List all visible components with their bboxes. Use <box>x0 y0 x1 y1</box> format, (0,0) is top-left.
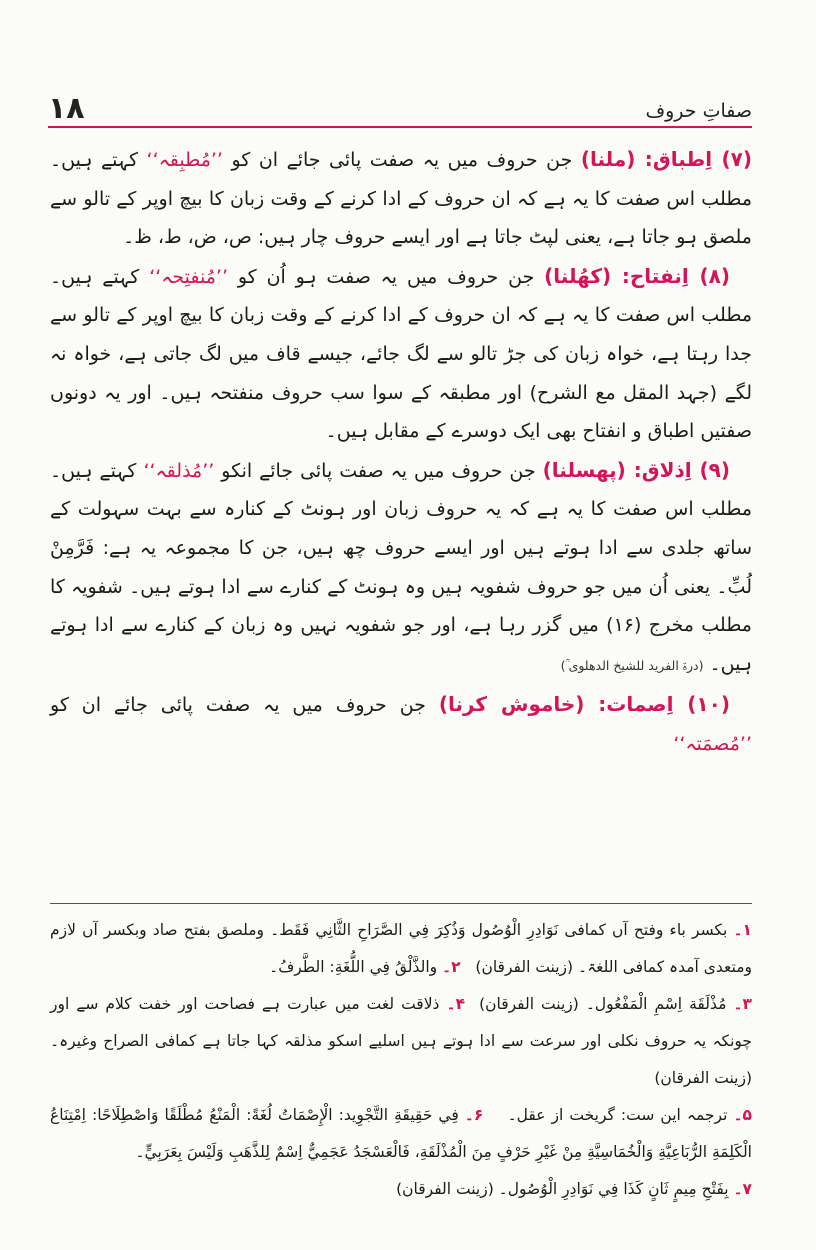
footnote-marker: ۲۔ <box>442 958 461 976</box>
term: ’’مُصمَتہ‘‘ <box>673 732 752 755</box>
footnote-marker: ۵۔ <box>733 1106 752 1124</box>
footnote-text: بکسر باء وفتح آں کمافی نَوَادِرِ الْوُصُول وَذُكِرَ فِي الصَّرَاحِ الثَّانِي فَقَط۔ وملصق بفتح صاد وبکسر آں لازم ومتعدی آمدہ کمافی اللغۃ۔ (زینت الفرقان) <box>50 921 752 976</box>
section-itbaq <box>50 140 752 257</box>
section-idhlaq <box>50 451 752 686</box>
footnote-1 <box>50 912 752 986</box>
footnote-text: ترجمہ این ست: گریخت از عقل۔ <box>507 1106 734 1124</box>
footnote-text: والذَّلْقُ فِي اللُّغَةِ: الطَّرفُ۔ <box>269 958 443 976</box>
footnotes <box>50 912 752 1217</box>
footnote-text: مُذْلَقَة اِسْمِ الْمَفْعُول۔ (زینت الفرقان) <box>479 995 734 1013</box>
footnote-text: ذلاقت لغت میں عبارت ہے فصاحت اور خفت کلام سے اور چونکہ یہ حروف نکلی اور سرعت سے ادا ہوتے ہیں اسلیے اسکو مذلقہ کہا جاتا ہے کمافی الصراح وغیرہ۔ (زینت الفرقان) <box>50 995 752 1087</box>
running-title: صفاتِ حروف <box>645 100 752 122</box>
term: ’’مُنفتِحہ‘‘ <box>149 265 229 288</box>
footnote-text: فِي حَقِيقَةِ التَّجْوِيد: الْإِصْمَاتُ لُغَةً: الْمَنْعُ مُطْلَقًا وَاصْطِلَاحًا: اِمْتِنَاعُ الْكَلِمَةِ الرُّبَاعِيَّةِ وَالْخُمَاسِيَّةِ مِنْ غَيْرِ حَرْفٍ مِنَ الْمُذْلَقَةِ، فَالْعَسْجَدُ عَجَمِيٌّ اِسْمٌ لِلذَّهَبِ وَلَيْسَ بِعَرَبِيٍّ۔ <box>50 1106 752 1161</box>
citation: (درۃ الفرید للشیخ الدھلوی ؒ) <box>560 657 704 673</box>
section-meaning: : (پھسلنا) <box>542 457 642 482</box>
section-text: جن حروف میں یہ صفت پائی جائے انکو <box>214 459 543 482</box>
footnote-marker: ۳۔ <box>733 995 752 1013</box>
section-text: کہتے ہیں۔ مطلب اس صفت کا یہ ہے کہ یہ حروف زبان اور ہونٹ کے کنارہ سے بہت سہولت کے ساتھ جلدی سے ادا ہوتے ہیں اور ایسے حروف چھ ہیں، جن کا مجموعہ یہ ہے: فَرَّمِنْ لُبِّ۔ یعنی اُن میں جو حروف شفویہ ہیں وہ ہونٹ کے کنارے سے ادا ہوتے ہیں۔ شفویہ کا مطلب مخرج (۱۶) میں گزر رہا ہے، اور جو شفویہ نہیں وہ زبان کے کنارے سے ادا ہوتے ہیں۔ <box>50 459 752 675</box>
section-text: جن حروف میں یہ صفت ہو اُن کو <box>228 265 545 288</box>
section-meaning: : (خاموش کرنا) <box>438 692 607 717</box>
section-ismat <box>50 685 752 763</box>
footnote-text: بِفَتْحِ مِيمٍ ثَانٍ كَذَا فِي نَوَادِرِ الْوُصُول۔ (زینت الفرقان) <box>396 1180 734 1198</box>
section-infitah <box>50 257 752 451</box>
footnote-marker: ۶۔ <box>464 1106 484 1124</box>
term: ’’مُذلقہ‘‘ <box>143 459 215 482</box>
term: ’’مُطبِقہ‘‘ <box>146 149 223 171</box>
footnote-3 <box>50 986 752 1097</box>
section-text: جن حروف میں یہ صفت پائی جائے ان کو <box>50 694 439 717</box>
footnote-marker: ۷۔ <box>733 1180 752 1198</box>
section-heading: (۷) اِطباق <box>652 147 752 171</box>
section-heading: (۹) اِذلاق <box>641 457 731 482</box>
footnote-7 <box>50 1171 752 1208</box>
footnote-marker: ۴۔ <box>446 995 466 1013</box>
footnote-divider <box>50 903 752 904</box>
page-header <box>48 86 752 128</box>
section-meaning: : (ملنا) <box>580 147 653 171</box>
section-heading: (۸) اِنفتاح <box>629 263 730 288</box>
main-text <box>50 140 752 880</box>
section-meaning: : (کھُلنا) <box>544 263 630 288</box>
section-text: جن حروف میں یہ صفت پائی جائے ان کو <box>222 149 581 171</box>
footnote-marker: ۱۔ <box>733 921 752 939</box>
section-heading: (۱۰) اِصمات <box>606 692 730 717</box>
page-number: ۱۸ <box>48 91 85 126</box>
section-text: کہتے ہیں۔ مطلب اس صفت کا یہ ہے کہ ان حروف کے ادا کرنے کے وقت زبان کا بیچ اوپر کے تالو سے ملصق ہو جاتا ہے، یعنی لپٹ جاتا ہے اور ایسے حروف چار ہیں: ص، ض، ط، ظ۔ <box>50 149 752 249</box>
section-text: کہتے ہیں۔ مطلب اس صفت کا یہ ہے کہ ان حروف کے ادا کرنے کے وقت زبان کا بیچ اوپر کے تالو سے جدا رہتا ہے، خواہ زبان کی جڑ تالو سے لگ جائے، جیسے قاف میں لگ جاتی ہے، خواہ نہ لگے (جہد المقل مع الشرح) اور مطبقہ کے سوا سب حروف منفتحہ ہیں۔ اور یہ دونوں صفتیں اطباق و انفتاح بھی ایک دوسرے کے مقابل ہیں۔ <box>50 265 752 443</box>
footnote-5 <box>50 1097 752 1171</box>
